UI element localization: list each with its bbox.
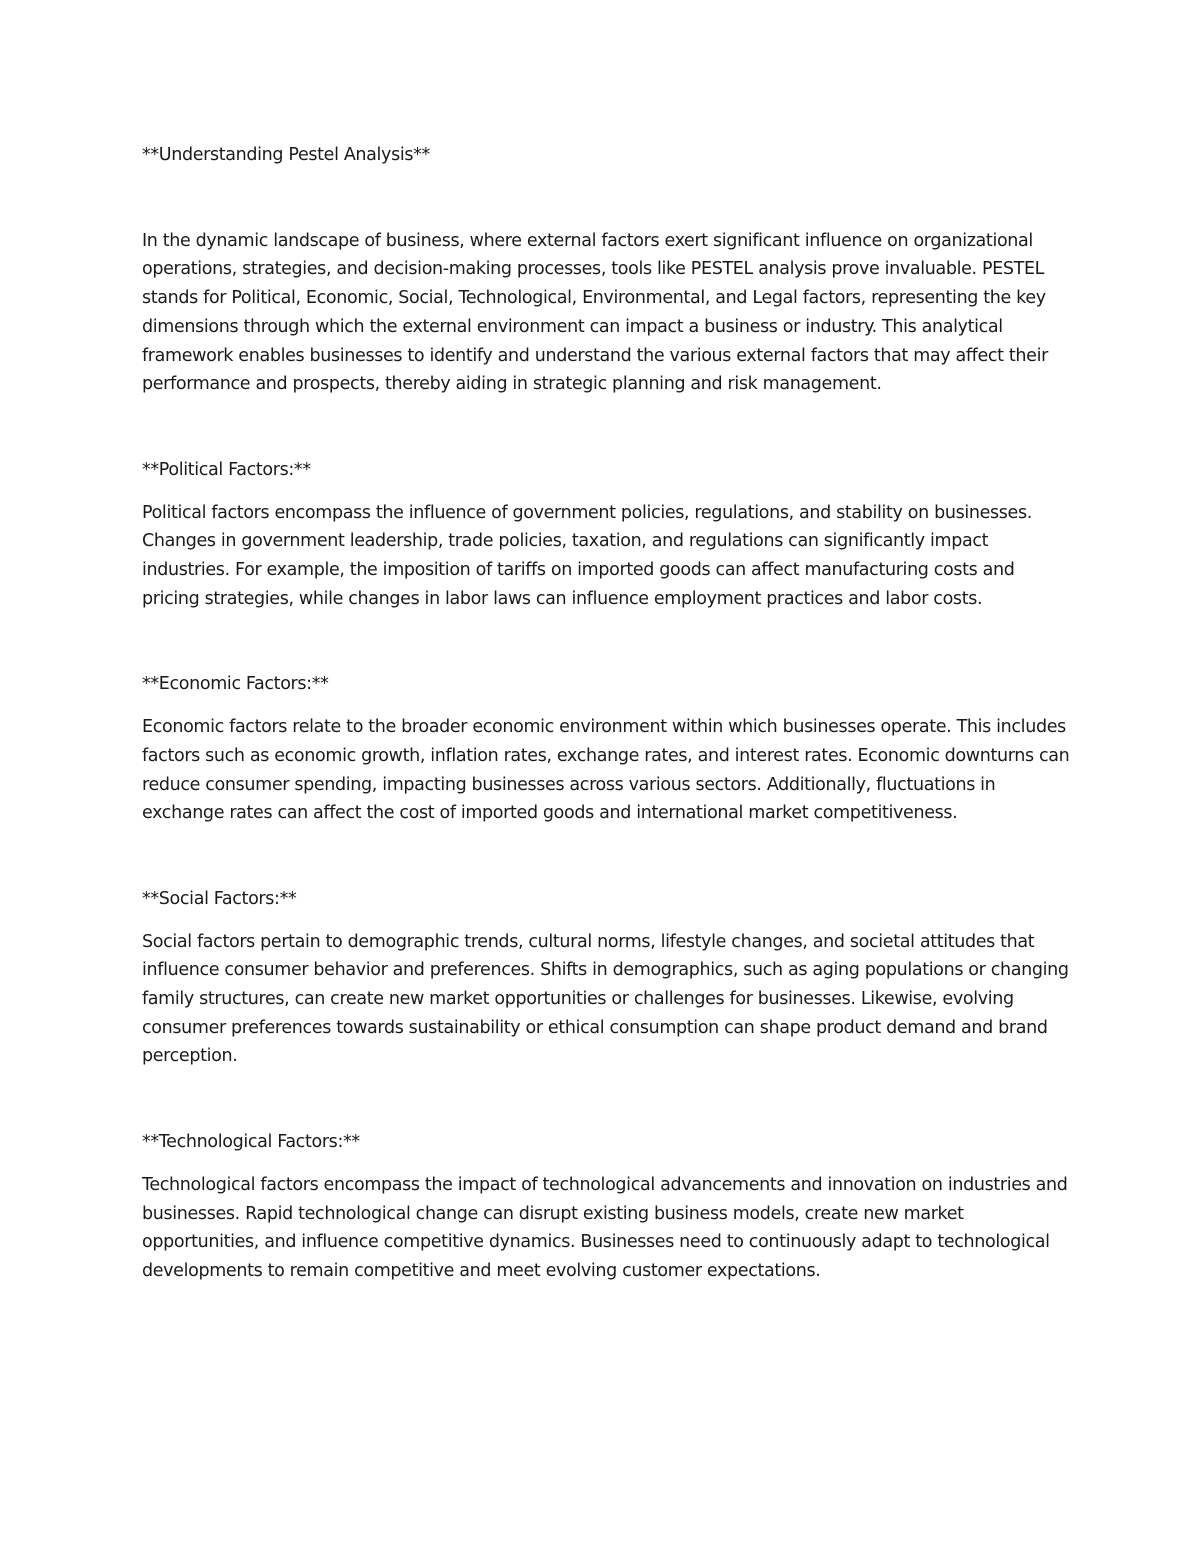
- section-paragraph: Technological factors encompass the impact of technological advancements and innovation on industries and businesses. Rapid technological change can disrupt existing business models, create new market opportunities, and influence competitive dynamics. Businesses need to continuously adapt to technological developments to remain competitive and meet evolving customer expectations.: [142, 1174, 1068, 1281]
- section-paragraph: Economic factors relate to the broader economic environment within which businesses operate. This includes factors such as economic growth, inflation rates, exchange rates, and interest rates. Economic downturns can reduce consumer spending, impacting businesses across various sectors. Additionally, fluctuations in exchange rates can affect the cost of imported goods and international market competitiveness.: [142, 717, 1070, 824]
- section-paragraph: Social factors pertain to demographic trends, cultural norms, lifestyle changes, and societal attitudes that influence consumer behavior and preferences. Shifts in demographics, such as aging populations or changing family structures, can create new market opportunities or challenges for businesses. Likewise, evolving consumer preferences towards sustainability or ethical consumption can shape product demand and brand perception.: [142, 931, 1069, 1067]
- section-social: [142, 885, 1072, 1071]
- section-heading: **Social Factors:**: [142, 888, 297, 909]
- section-economic: [142, 670, 1072, 828]
- section-technological: [142, 1128, 1072, 1286]
- section-paragraph: Political factors encompass the influence of government policies, regulations, and stability on businesses. Changes in government leadership, trade policies, taxation, and regulations can significantly impact industries. For example, the imposition of tariffs on imported goods can affect manufacturing costs and pricing strategies, while changes in labor laws can influence employment practices and labor costs.: [142, 502, 1032, 609]
- intro-paragraph: In the dynamic landscape of business, where external factors exert significant influence on organizational operations, strategies, and decision-making processes, tools like PESTEL analysis prove invaluable. PESTEL stands for Political, Economic, Social, Technological, Environmental, and Legal factors, representing the key dimensions through which the external environment can impact a business or industry. This analytical framework enables businesses to identify and understand the various external factors that may affect their performance and prospects, thereby aiding in strategic planning and risk management.: [142, 230, 1048, 395]
- section-heading: **Political Factors:**: [142, 459, 311, 480]
- section-heading: **Technological Factors:**: [142, 1132, 360, 1153]
- document-body: [142, 141, 1072, 1343]
- document-title: **Understanding Pestel Analysis**: [142, 145, 430, 165]
- section-political: [142, 456, 1072, 614]
- section-heading: **Economic Factors:**: [142, 674, 329, 695]
